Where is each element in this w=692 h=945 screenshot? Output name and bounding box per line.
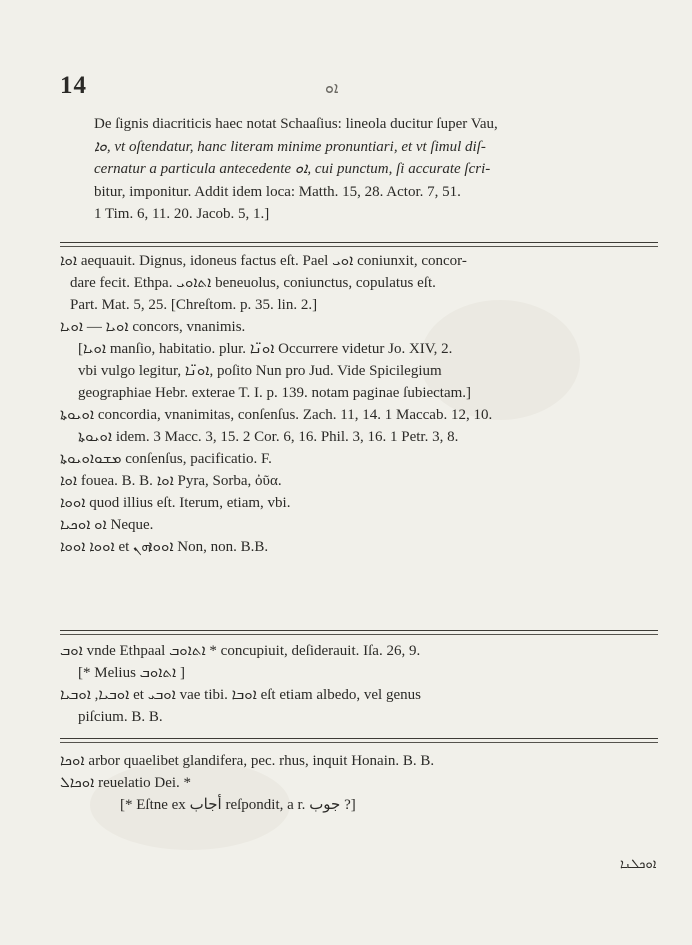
entry-line: ܐܘܘܐ ܐܘܘܐ et ܐܘܘܐܗܢ Non, non. B.B.: [60, 539, 269, 555]
entry-line: ܐܘܐ fouea. B. B. ܐܘܐ Pyra, Sorba, ὀῦα.: [60, 473, 282, 489]
intro-line: 1 Tim. 6, 11. 20. Jacob. 5, 1.]: [94, 206, 270, 222]
entry-line: geographiae Hebr. exterae T. I. p. 139. notam paginae ſubiectam.]: [78, 385, 472, 401]
entry-line: ܐܘܐ aequauit. Dignus, idoneus factus eſt. Pael ܐܘܝ coniunxit, concor-: [60, 253, 467, 269]
entry-line: ܐܘ ܐܘܟܝܐ Neque.: [60, 517, 154, 533]
lexicon-section-3: [60, 750, 660, 816]
entry-line: Part. Mat. 5, 25. [Chreſtom. p. 35. lin. 2.]: [70, 297, 318, 313]
entry-line: piſcium. B. B.: [78, 709, 163, 725]
intro-line: ܘܐ, vt oſtendatur, hanc literam minime pronuntiari, et vt ſimul diſ-: [94, 138, 486, 155]
running-head: ܐܘ: [325, 80, 339, 97]
entry-line: [* Eſtne ex أجاب reſpondit, a r. جوب ?]: [120, 797, 356, 813]
entry-line: ܐܘܝܘܬܐ concordia, vnanimitas, conſenſus. Zach. 11, 14. 1 Maccab. 12, 10.: [60, 407, 493, 423]
entry-line: ܐܘܝܐ — ܐܘܝܐ concors, vnanimis.: [60, 319, 246, 335]
section-rule: [60, 246, 658, 247]
catchword: ܐܘܟܠܢܐ: [620, 857, 657, 872]
section-rule: [60, 742, 658, 743]
lexicon-section-1: [60, 250, 660, 558]
entry-line: ܐܘܒܝܐ, ܐܘܒܝܐ et ܐܘܒܝ vae tibi. ܐܘܒܐ eſt etiam albedo, vel genus: [60, 687, 421, 703]
entry-line: ܐܘܟܐܠ reuelatio Dei. *: [60, 775, 192, 791]
section-rule: [60, 634, 658, 635]
section-rule: [60, 738, 658, 739]
intro-line: bitur, imponitur. Addit idem loca: Matth. 15, 28. Actor. 7, 51.: [94, 183, 461, 200]
entry-line: ܐܘܟܐ arbor quaelibet glandifera, pec. rhus, inquit Honain. B. B.: [60, 753, 435, 769]
page-number: 14: [60, 72, 87, 99]
entry-line: [ܐܘܝܐ manſio, habitatio. plur. ܐܘܢ̈ܐ Occurrere videtur Jo. XIV, 2.: [78, 341, 453, 357]
lexicon-section-2: [60, 640, 660, 728]
section-rule: [60, 242, 658, 243]
entry-line: ܐܘܝܘܬܐ idem. 3 Macc. 3, 15. 2 Cor. 6, 16. Phil. 3, 16. 1 Petr. 3, 8.: [78, 429, 459, 445]
section-rule: [60, 630, 658, 631]
entry-line: dare fecit. Ethpa. ܐܬܐܘܝ beneuolus, coniunctus, copulatus eſt.: [70, 275, 436, 291]
entry-line: [* Melius ܐܬܐܘܒ ]: [78, 665, 186, 681]
intro-line: De ſignis diacriticis haec notat Schaaſius: lineola ducitur ſuper Vau,: [94, 116, 498, 132]
intro-line: cernatur a particula antecedente ܐܘ, cui punctum, ſi accurate ſcri-: [94, 161, 491, 177]
entry-line: ܐܘܘܐ quod illius eſt. Iterum, etiam, vbi.: [60, 495, 291, 511]
entry-line: ܡܫܘܐܘܝܘܬܐ conſenſus, pacificatio. F.: [60, 451, 272, 467]
intro-note: [94, 113, 654, 226]
entry-line: vbi vulgo legitur, ܐܘܢ̈ܐ, poſito Nun pro Jud. Vide Spicilegium: [78, 363, 442, 379]
entry-line: ܐܘܒ vnde Ethpaal ܐܬܐܘܒ * concupiuit, deſiderauit. Iſa. 26, 9.: [60, 643, 421, 659]
